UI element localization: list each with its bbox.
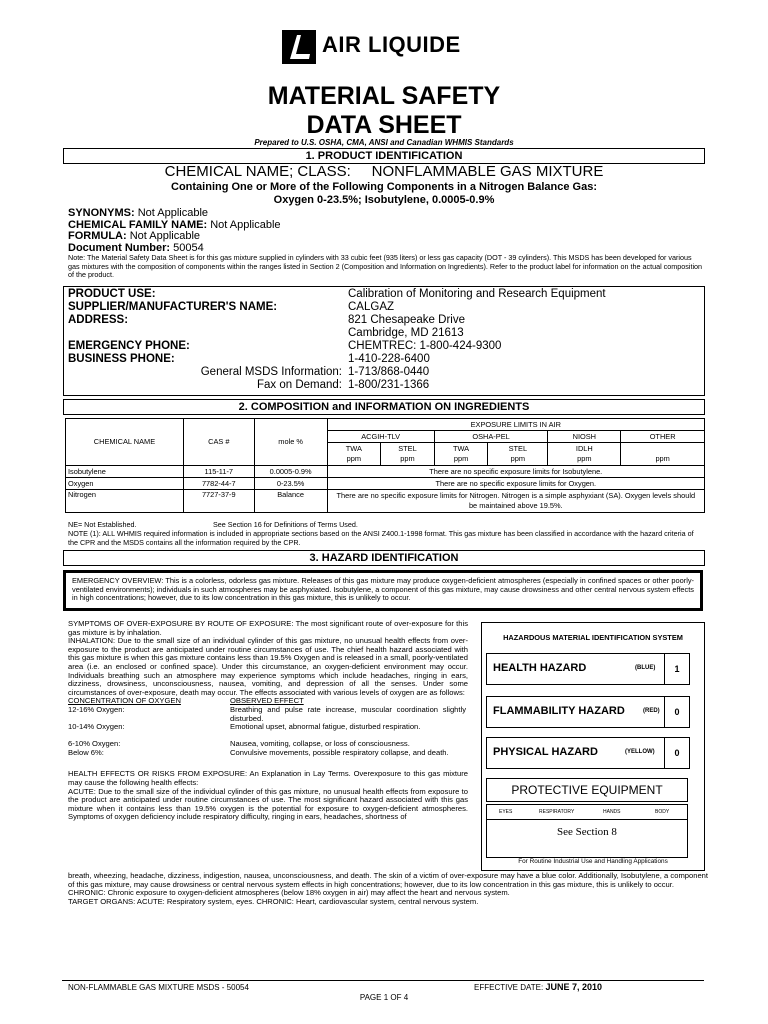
ppe-eyes: EYES [499,809,513,815]
address-line1: 821 Chesapeake Drive [348,314,465,326]
row-mole: 0-23.5% [254,478,327,490]
fax-value: 1-800/231-1366 [348,379,430,391]
ppe-column-headers [487,805,687,820]
page-number: PAGE 1 OF 4 [359,993,409,1002]
conc-header: CONCENTRATION OF OXYGEN [68,696,181,706]
niosh-idlh-label: IDLH [575,444,593,453]
product-info-box [63,286,705,396]
section2-heading: 2. COMPOSITION and INFORMATION ON INGREDIENTS [63,399,705,415]
acgih-stel-unit: ppm [400,454,415,463]
section3-heading: 3. HAZARD IDENTIFICATION [63,550,705,566]
ne-note: NE= Not Established. [68,520,137,529]
col-other: OTHER [621,431,705,443]
acgih-twa-unit: ppm [346,454,362,463]
fax-label: Fax on Demand: [256,379,342,391]
protective-equipment-label: PROTECTIVE EQUIPMENT [486,778,688,802]
protective-equipment-grid [486,804,688,858]
table-row [66,466,705,478]
level-label: 10-14% Oxygen: [68,722,125,732]
see-section8: See Section 8 [557,826,617,838]
see-section16: See Section 16 for Definitions of Terms Used. [213,520,358,529]
footer-divider [62,980,704,981]
niosh-idlh-unit: ppm [577,454,592,463]
hmis-title: HAZARDOUS MATERIAL IDENTIFICATION SYSTEM [503,633,683,642]
physical-hazard-label: PHYSICAL HAZARD [493,746,598,758]
health-effects: HEALTH EFFECTS OR RISKS FROM EXPOSURE: An Explanation in Lay Terms. Overexposure to this gas mixture may cause the following health effects: [68,769,468,787]
prepared-standards: Prepared to U.S. OSHA, CMA, ANSI and Canadian WHMIS Standards [254,138,514,147]
section1-heading: 1. PRODUCT IDENTIFICATION [63,148,705,164]
table-header-row [66,419,705,431]
level-label: 12-16% Oxygen: [68,705,125,715]
flammability-hazard-label: FLAMMABILITY HAZARD [493,705,625,717]
family-label: CHEMICAL FAMILY NAME: [68,218,208,231]
flammability-hazard-row [486,696,690,728]
emergency-overview-box: EMERGENCY OVERVIEW: This is a colorless, odorless gas mixture. Releases of this gas mixture may produce oxygen-deficient atmospheres (especially in confined spaces or other poorly-ventilated environments); individuals in such atmospheres may be asphyxiated. Isobutylene, a component of this gas mixture, may cause drowsiness and other central nervous system effects in high concentrations; however, due to its low concentration in this gas mixture, this is unlikely to occur. [63,570,703,611]
supplier-label: SUPPLIER/MANUFACTURER'S NAME: [68,301,278,313]
col-cas: CAS # [183,419,254,466]
niosh-idlh [548,443,621,466]
effective-date-value: JUNE 7, 2010 [545,982,602,992]
footer-document-title: NON-FLAMMABLE GAS MIXTURE MSDS - 50054 [68,983,249,992]
effect-header: OBSERVED EFFECT [230,696,304,706]
oxygen-levels-table [68,697,468,770]
address-line2: Cambridge, MD 21613 [348,327,464,339]
emergency-phone-value: CHEMTREC: 1-800-424-9300 [348,340,502,352]
col-mole: mole % [254,419,327,466]
section3-bottom-text [68,872,708,906]
routine-use-text: For Routine Industrial Use and Handling Applications [518,858,668,865]
table-row [66,490,705,513]
containing-text: Containing One or More of the Following Components in a Nitrogen Balance Gas: [171,181,597,193]
level-effect: Emotional upset, abnormal fatigue, disturbed respiration. [230,722,421,732]
health-hazard-label: HEALTH HAZARD [493,662,587,674]
level-effect: Breathing and pulse rate increase, muscular coordination slightly disturbed. [230,705,466,723]
col-niosh: NIOSH [548,431,621,443]
synonyms-value: Not Applicable [137,207,209,219]
msds-info-value: 1-713/868-0440 [348,366,430,378]
product-use-label: PRODUCT USE: [68,288,156,300]
document-number-value: 50054 [173,241,204,254]
flammability-hazard-color: (RED) [643,708,660,714]
acgih-stel-label: STEL [398,444,417,453]
ppe-body: BODY [655,809,670,815]
table-row [66,478,705,490]
footer-effective-date [474,982,602,992]
hmis-box [481,622,705,871]
formula-value: Not Applicable [129,230,201,243]
air-liquide-logo [282,30,500,68]
row-mole: Balance [254,490,327,513]
physical-hazard-value: 0 [664,737,690,769]
row-limits: There are no specific exposure limits for Nitrogen. Nitrogen is a simple asphyxiant (SA). Oxygen levels should be maintained above 19.5%. [327,490,704,513]
address-label: ADDRESS: [68,314,129,326]
col-acgih: ACGIH-TLV [327,431,434,443]
physical-hazard-row [486,737,690,769]
osha-twa-label: TWA [452,444,470,453]
target-organs: TARGET ORGANS: ACUTE: Respiratory system, eyes. CHRONIC: Heart, cardiovascular system, central nervous system. [68,896,479,906]
col-exposure-limits: EXPOSURE LIMITS IN AIR [327,419,704,431]
business-phone-label: BUSINESS PHONE: [68,353,175,365]
symptoms-p1: SYMPTOMS OF OVER-EXPOSURE BY ROUTE OF EXPOSURE: The most significant route of over-exposure for this gas mixture is by inhalation. [68,619,468,637]
formula-label: FORMULA: [68,230,127,243]
product-use-value: Calibration of Monitoring and Research Equipment [348,288,606,300]
row-name: Isobutylene [66,466,184,478]
logo-text: AIR LIQUIDE [322,32,461,57]
supplier-value: CALGAZ [348,301,395,313]
row-name: Nitrogen [66,490,184,513]
row-cas: 115-11-7 [183,466,254,478]
osha-twa [434,443,488,466]
row-mole: 0.0005-0.9% [254,466,327,478]
other-ppm-unit: ppm [655,454,670,463]
row-limits: There are no specific exposure limits for Isobutylene. [327,466,704,478]
row-limits: There are no specific exposure limits for Oxygen. [327,478,704,490]
identification-fields [68,208,281,254]
level-effect: Convulsive movements, possible respiratory collapse, and death. [230,748,449,758]
health-hazard-value: 1 [664,653,690,685]
family-value: Not Applicable [210,218,281,231]
symptoms-column [68,620,468,822]
ppe-hands: HANDS [603,809,621,815]
osha-stel-label: STEL [508,444,528,453]
row-cas: 7727-37-9 [183,490,254,513]
emergency-phone-label: EMERGENCY PHONE: [68,340,190,352]
acute-effects: ACUTE: Due to the small size of the individual cylinder of this gas mixture, no unusual health effects from exposure to the product are anticipated under routine circumstances of use. The most significant hazard associated with this gas mixture when it contains less than 19.5% oxygen is the potential for exposure to oxygen-deficient atmospheres. Symptoms of oxygen deficiency include respiratory difficulty, ringing in ears, headaches, shortness of [68,786,468,822]
row-name: Oxygen [66,478,184,490]
col-oshapel: OSHA-PEL [434,431,548,443]
flammability-hazard-value: 0 [664,696,690,728]
air-liquide-logo-mark [282,30,316,64]
other-ppm [621,443,705,466]
document-number-label: Document Number: [68,241,171,254]
osha-twa-unit: ppm [453,454,469,463]
document-title-line2: DATA SHEET [306,111,462,139]
msds-info-label: General MSDS Information: [200,366,342,378]
ppe-respiratory: RESPIRATORY [539,809,575,815]
acgih-twa [327,443,381,466]
effective-date-label: EFFECTIVE DATE: [474,983,544,992]
composition-table [65,418,705,513]
level-effect: Nausea, vomiting, collapse, or loss of consciousness. [230,739,410,749]
acgih-twa-label: TWA [345,444,362,453]
col-chemical-name: CHEMICAL NAME [66,419,184,466]
level-label: 6-10% Oxygen: [68,739,121,749]
level-label: Below 6%: [68,748,104,758]
document-title-line1: MATERIAL SAFETY [267,82,501,110]
section1-note: Note: The Material Safety Data Sheet is for this gas mixture supplied in cylinders with 33 cubic feet (935 liters) or less gas capacity (DOT - 39 cylinders). This MSDS has been developed for various gas mixtures with the composition of components within the ranges listed in Section 2 (Composition and Information on Ingredients). Refer to the product label for information on the actual composition of the product. [68,253,703,280]
health-hazard-color: (BLUE) [635,665,656,671]
synonyms-label: SYNONYMS: [68,207,135,219]
symptoms-p2: INHALATION: Due to the small size of an individual cylinder of this gas mixture, no unusual health effects from over-exposure to the product are anticipated under routine circumstances of use. The chief health hazard associated with this gas mixture is when this gas mixture contains less than 19.5% Oxygen and is released in a small, poorly-ventilated area (i.e. an enclosed or confined space). Under this circumstance, an oxygen-deficient environment may occur. Individuals breathing such an atmosphere may experience symptoms which include headaches, ringing in ears, dizziness, drowsiness, unconsciousness, nausea, vomiting, and depression of all the senses. Under some circumstances of over-exposure, death may occur. The effects associated with various levels of oxygen are as follows: [68,636,468,697]
chronic-effects: CHRONIC: Chronic exposure to oxygen-deficient atmospheres (below 18% oxygen in air) may affect the heart and nervous system. [68,888,510,898]
components-text: Oxygen 0-23.5%; Isobutylene, 0.0005-0.9% [273,194,495,206]
chemical-name-text: CHEMICAL NAME; CLASS: NONFLAMMABLE GAS MIXTURE [164,163,604,180]
osha-stel-unit: ppm [510,454,526,463]
business-phone-value: 1-410-228-6400 [348,353,430,365]
note1: NOTE (1): ALL WHMIS required information is included in appropriate sections based on the ANSI Z400.1-1998 format. This gas mixture has been classified in accordance with the hazard criteria of the CPR and the MSDS contains all the information required by the CPR. [68,529,694,547]
acgih-stel [381,443,435,466]
acute-continued: breath, wheezing, headache, dizziness, indigestion, nausea, unconsciousness, and death. The skin of a victim of over-exposure may have a blue color. Additionally, Isobutylene, a component of this gas mixture, may cause drowsiness or central nervous system effects in high concentrations; however, due to its low concentration in this gas mixture, this is unlikely to occur. [68,871,708,889]
row-cas: 7782-44-7 [183,478,254,490]
chemical-name-class [0,163,768,180]
health-hazard-row [486,653,690,685]
osha-stel [488,443,548,466]
physical-hazard-color: (YELLOW) [625,749,655,755]
